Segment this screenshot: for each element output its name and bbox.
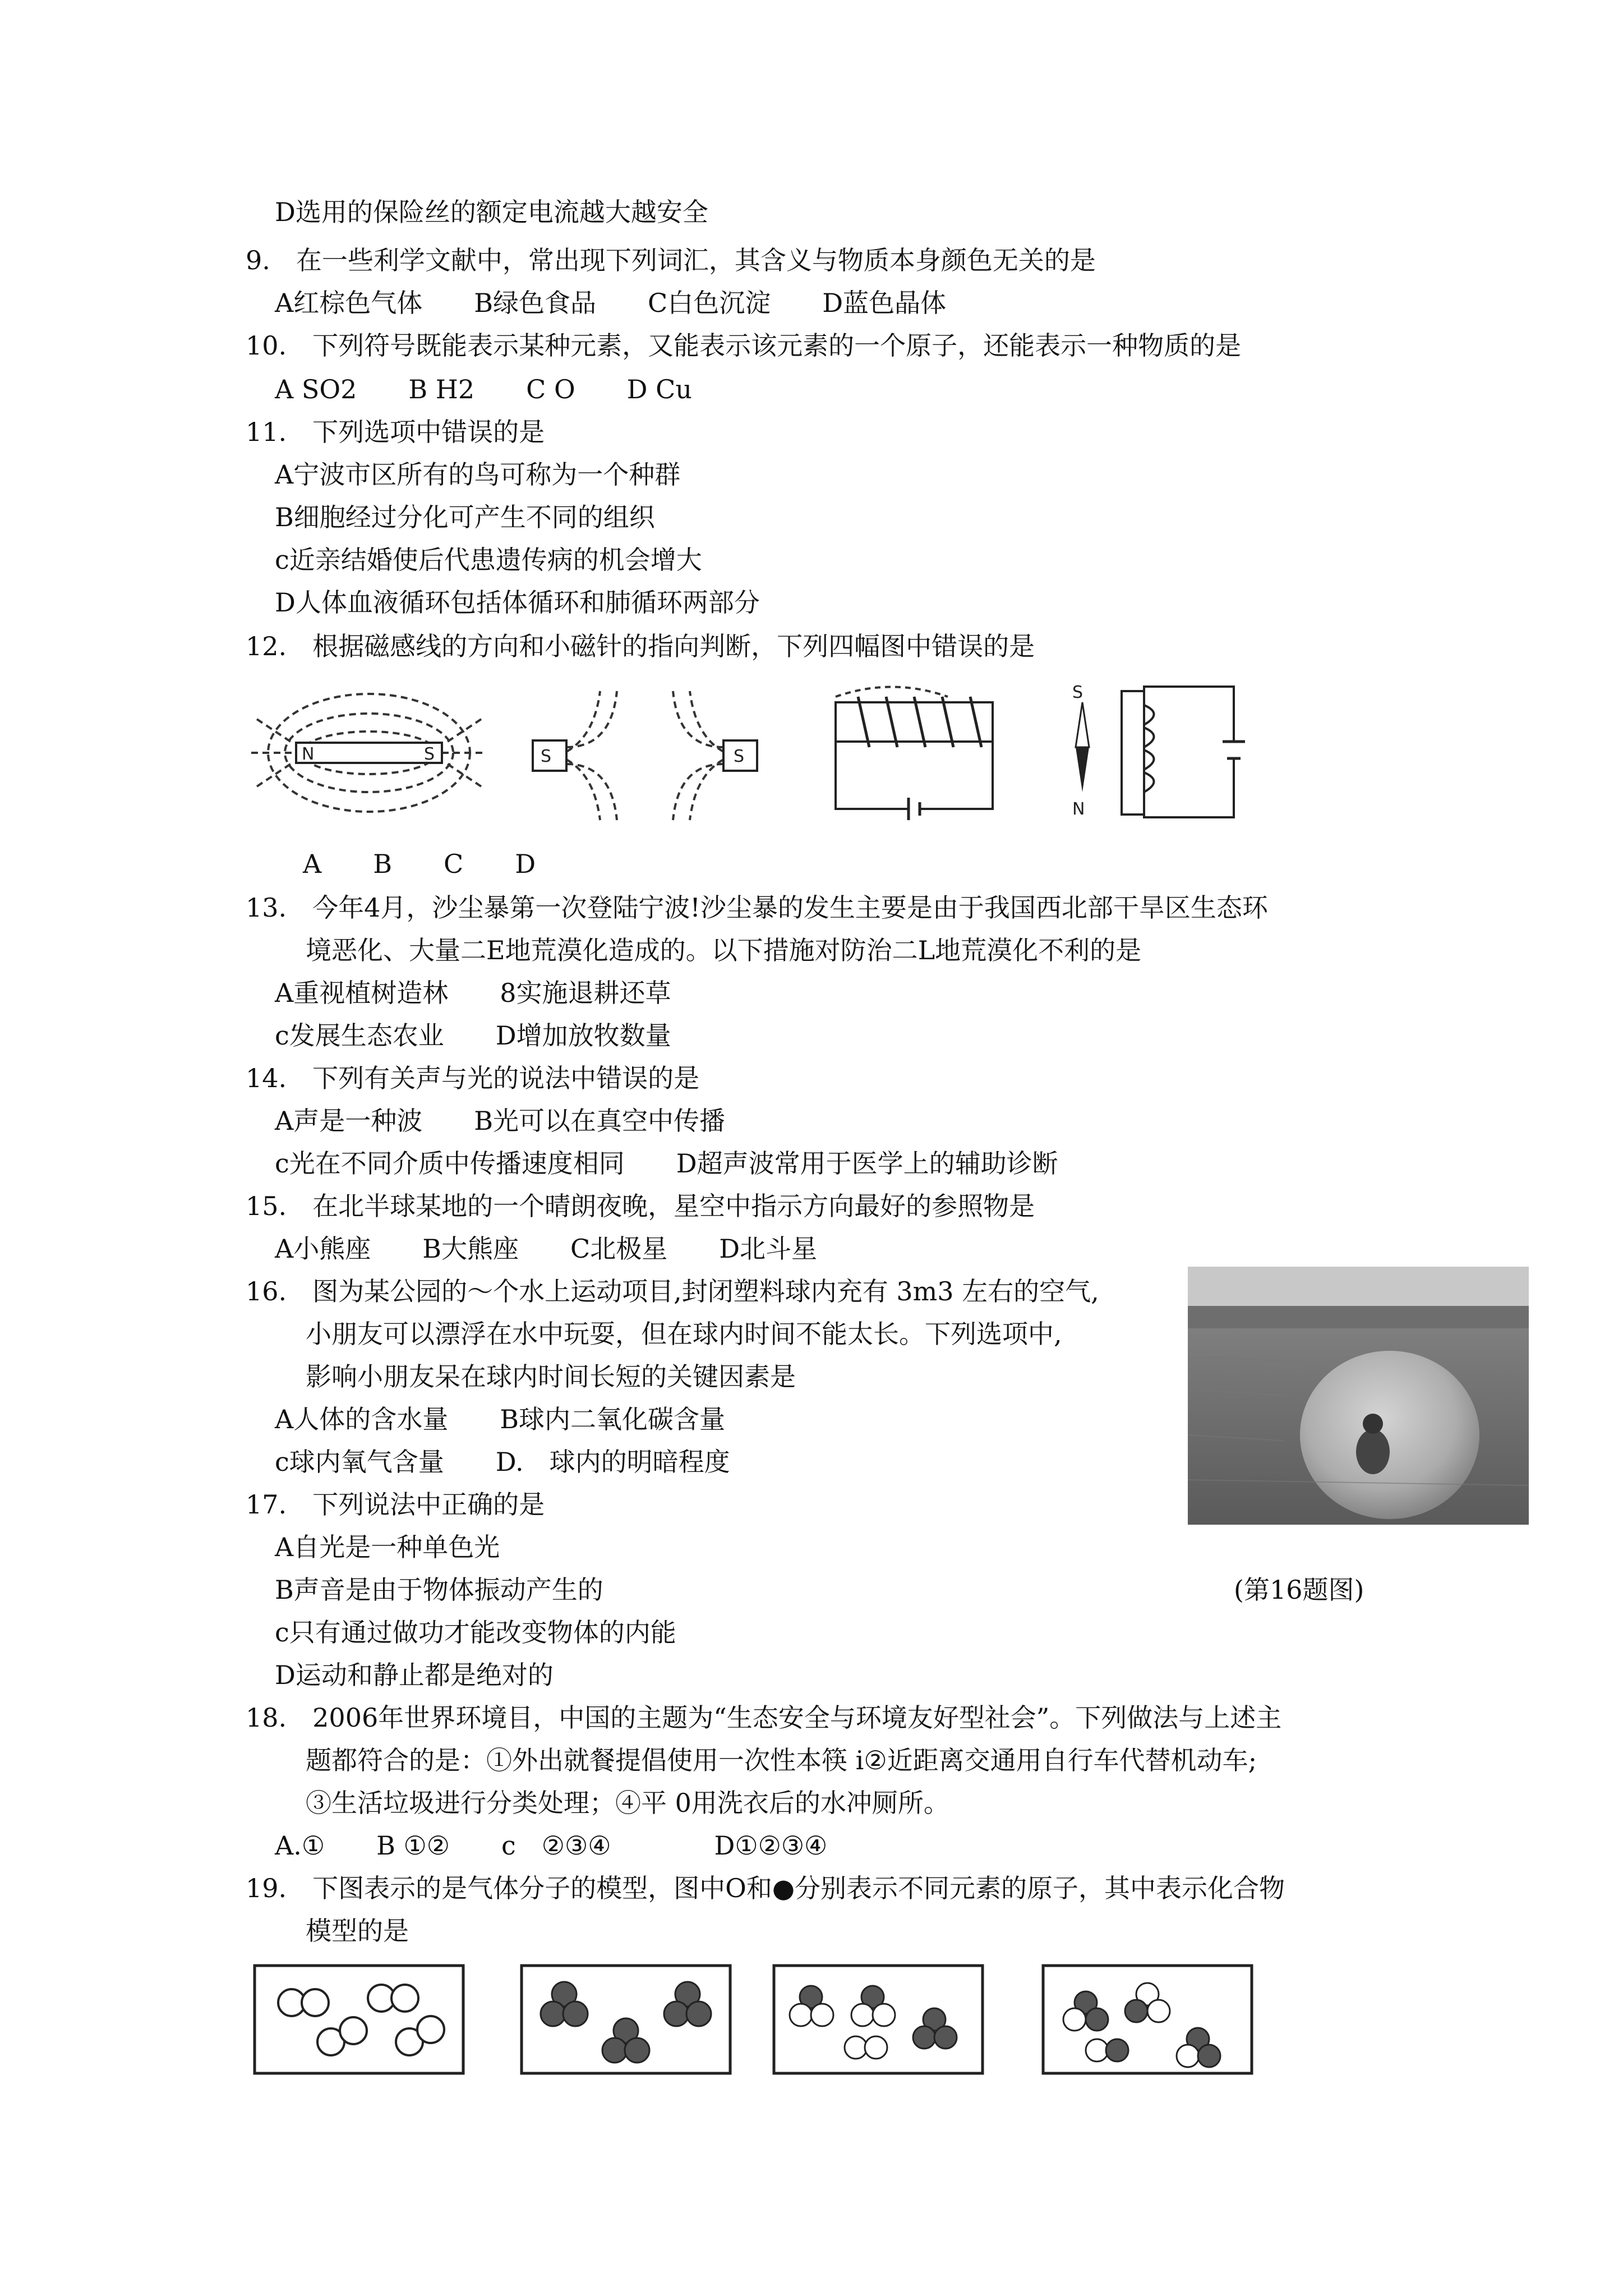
magnet-b-pole-right: S: [734, 747, 745, 766]
q18-stem-3: ③生活垃圾进行分类处理；④平 0用洗衣后的水冲厕所。: [306, 1788, 949, 1818]
magnet-a-pole-right: S: [424, 744, 435, 764]
q10-stem: 10. 下列符号既能表示某种元素，又能表示该元素的一个原子，还能表示一种物质的是: [246, 330, 1242, 361]
q15-stem: 15. 在北半球某地的一个晴朗夜晚，星空中指示方向最好的参照物是: [246, 1191, 1035, 1221]
q17-stem: 17. 下列说法中正确的是: [246, 1489, 545, 1520]
q17-option-d: D运动和静止都是绝对的: [275, 1660, 554, 1690]
needle-d-top: S: [1072, 683, 1083, 702]
q16-figure-caption: (第16题图): [1234, 1575, 1364, 1605]
q13-stem-2: 境恶化、大量二E地荒漠化造成的。以下措施对防治二L地荒漠化不利的是: [306, 935, 1142, 965]
q19-model-a: [252, 1963, 465, 2076]
q16-options-cd: c球内氧气含量 D. 球内的明暗程度: [275, 1447, 730, 1477]
q18-options: A.① B ①② c ②③④ D①②③④: [275, 1830, 828, 1861]
q18-stem-2: 题都符合的是：①外出就餐提倡使用一次性本筷 i②近距离交通用自行车代替机动车;: [306, 1745, 1257, 1775]
q16-stem-2: 小朋友可以漂浮在水中玩耍，但在球内时间不能太长。下列选项中,: [306, 1319, 1062, 1349]
q11-option-a: A宁波市区所有的鸟可称为一个种群: [275, 459, 681, 490]
q16-options-ab: A人体的含水量 B球内二氧化碳含量: [275, 1404, 726, 1434]
q19-stem-2: 模型的是: [306, 1916, 409, 1946]
needle-d-bottom: N: [1072, 799, 1085, 819]
q18-stem-1: 18. 2006年世界环境目，中国的主题为“生态安全与环境友好型社会”。下列做法与上述主: [246, 1703, 1282, 1733]
q12-figure-d: [1066, 680, 1245, 826]
q12-stem: 12. 根据磁感线的方向和小磁针的指向判断，下列四幅图中错误的是: [246, 631, 1035, 661]
q11-option-b: B细胞经过分化可产生不同的组织: [275, 502, 655, 532]
q8-option-d: D选用的保险丝的额定电流越大越安全: [275, 197, 708, 227]
q19-stem-1: 19. 下图表示的是气体分子的模型，图中O和●分别表示不同元素的原子，其中表示化合物: [246, 1873, 1285, 1903]
q11-option-c: c近亲结婚使后代患遗传病的机会增大: [275, 545, 702, 575]
q17-option-b: B声音是由于物体振动产生的: [275, 1575, 603, 1605]
q16-photo: [1188, 1267, 1529, 1525]
q11-option-d: D人体血液循环包括体循环和肺循环两部分: [275, 587, 760, 618]
q12-figure-a: [246, 680, 492, 826]
q9-options: A红棕色气体 B绿色食品 C白色沉淀 D蓝色晶体: [275, 288, 947, 318]
q19-model-c: [772, 1963, 985, 2076]
q16-stem-1: 16. 图为某公园的～个水上运动项目,封闭塑料球内充有 3m3 左右的空气,: [246, 1276, 1099, 1306]
q9-stem: 9. 在一些利学文献中，常出现下列词汇，其含义与物质本身颜色无关的是: [246, 245, 1096, 275]
q14-options-ab: A声是一种波 B光可以在真空中传播: [275, 1106, 726, 1136]
q13-options-ab: A重视植树造林 8实施退耕还草: [275, 978, 671, 1008]
q15-options: A小熊座 B大熊座 C北极星 D北斗星: [275, 1234, 818, 1264]
q16-stem-3: 影响小朋友呆在球内时间长短的关键因素是: [306, 1361, 796, 1392]
q12-figure-b: [522, 680, 768, 826]
q10-options: A SO2 B H2 C O D Cu: [275, 374, 692, 404]
magnet-b-pole-left: S: [541, 747, 552, 766]
q12-figure-c: [824, 680, 1009, 826]
q14-stem: 14. 下列有关声与光的说法中错误的是: [246, 1063, 700, 1093]
q19-model-b: [519, 1963, 732, 2076]
magnet-a-pole-left: N: [302, 744, 315, 764]
q13-options-cd: c发展生态农业 D增加放牧数量: [275, 1020, 671, 1051]
q17-option-c: c只有通过做功才能改变物体的内能: [275, 1617, 676, 1648]
q12-figure-labels: A B C D: [303, 849, 536, 879]
q19-model-d: [1041, 1963, 1254, 2076]
q11-stem: 11. 下列选项中错误的是: [246, 417, 545, 447]
q13-stem-1: 13. 今年4月，沙尘暴第一次登陆宁波!沙尘暴的发生主要是由于我国西北部干旱区生态环: [246, 892, 1268, 923]
q17-option-a: A自光是一种单色光: [275, 1532, 500, 1562]
q14-options-cd: c光在不同介质中传播速度相同 D超声波常用于医学上的辅助诊断: [275, 1148, 1058, 1179]
